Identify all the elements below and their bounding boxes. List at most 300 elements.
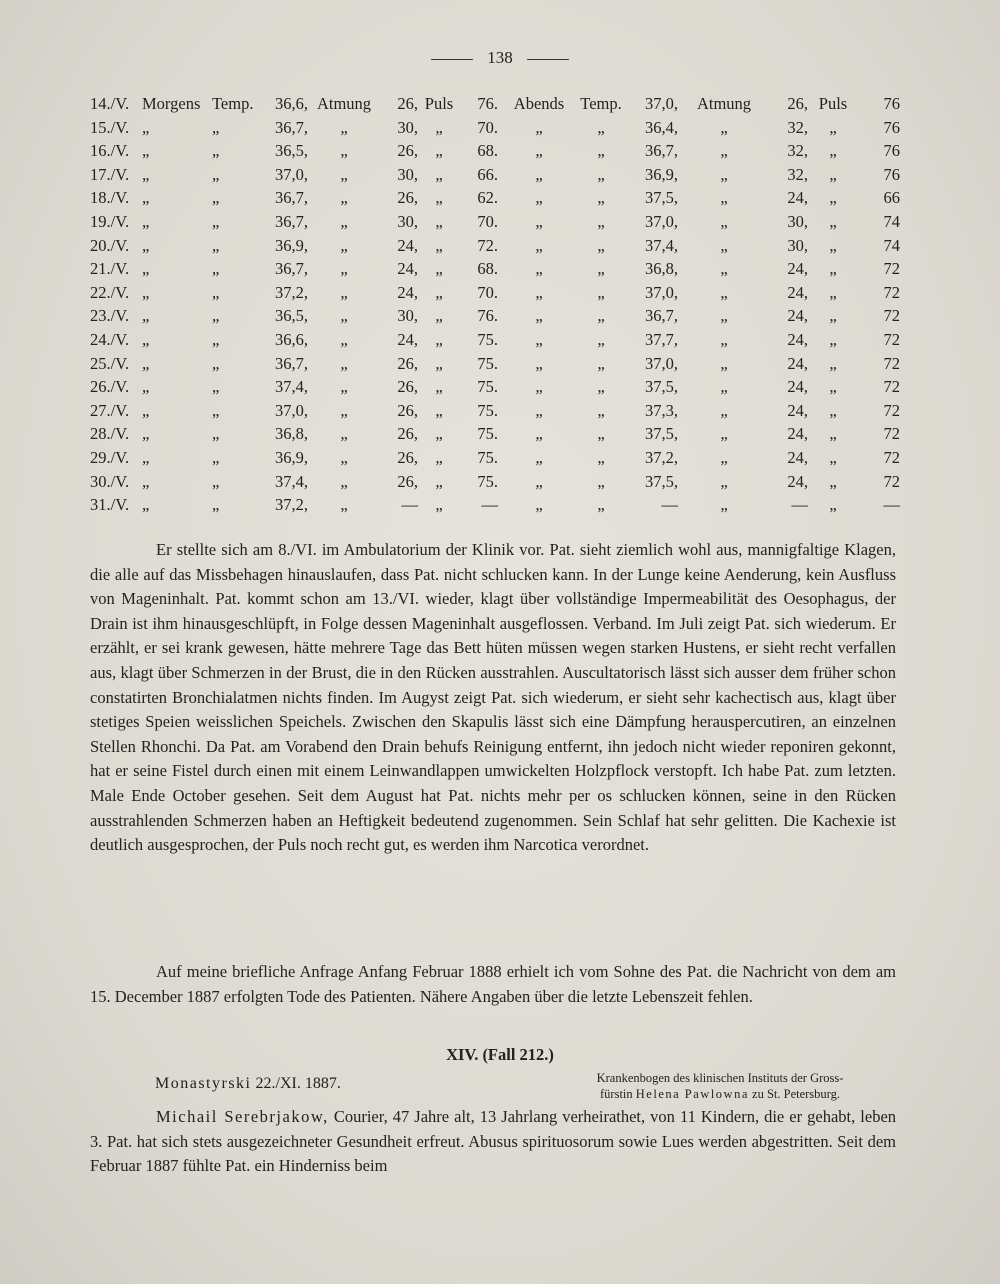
cell-et: 36,7, xyxy=(645,306,678,326)
cell-date: 27./V. xyxy=(90,400,130,420)
cell-date: 24./V. xyxy=(90,329,130,349)
cell-ma: 24, xyxy=(397,329,418,349)
cell-ep: 72 xyxy=(883,282,900,302)
cell-et: 36,7, xyxy=(645,141,678,161)
cell-ea: 24, xyxy=(787,424,808,444)
cell-date: 20./V. xyxy=(90,235,130,255)
cell-c5: „ xyxy=(535,447,543,467)
cell-c8: „ xyxy=(829,141,837,161)
cell-c6: „ xyxy=(597,495,605,515)
cell-et: 37,5, xyxy=(645,471,678,491)
cell-ma: 30, xyxy=(397,117,418,137)
cell-ep: 76 xyxy=(883,141,900,161)
cell-c2: „ xyxy=(212,188,220,208)
cell-c4: „ xyxy=(435,400,443,420)
temperature-table-body xyxy=(90,92,900,517)
cell-c5: „ xyxy=(535,188,543,208)
source-line-1: Krankenbogen des klinischen Instituts der Gross- xyxy=(596,1071,844,1085)
cell-c4: „ xyxy=(435,447,443,467)
cell-c6: Temp. xyxy=(580,94,622,113)
cell-c7: „ xyxy=(720,235,728,255)
cell-c6: „ xyxy=(597,447,605,467)
cell-ea: 32, xyxy=(787,117,808,137)
cell-date: 17./V. xyxy=(90,164,130,184)
cell-c3: „ xyxy=(340,400,348,420)
cell-ma: 30, xyxy=(397,211,418,231)
cell-mt: 36,9, xyxy=(275,235,308,255)
cell-c3: „ xyxy=(340,164,348,184)
cell-c1: „ xyxy=(142,188,150,208)
cell-c4: „ xyxy=(435,495,443,515)
cell-c4: „ xyxy=(435,117,443,137)
cell-c5: „ xyxy=(535,353,543,373)
table-row xyxy=(90,163,900,187)
cell-ep: 76 xyxy=(883,164,900,184)
cell-c6: „ xyxy=(597,282,605,302)
cell-ep: 72 xyxy=(883,259,900,279)
cell-c4: „ xyxy=(435,211,443,231)
cell-c3: „ xyxy=(340,471,348,491)
cell-ma: 24, xyxy=(397,259,418,279)
cell-date: 31./V. xyxy=(90,495,130,515)
cell-c3: „ xyxy=(340,188,348,208)
cell-c3: „ xyxy=(340,447,348,467)
cell-et: 36,4, xyxy=(645,117,678,137)
cell-c3: „ xyxy=(340,424,348,444)
table-row xyxy=(90,139,900,163)
cell-c5: Abends xyxy=(513,94,565,113)
cell-c6: „ xyxy=(597,259,605,279)
cell-c7: „ xyxy=(720,164,728,184)
cell-c1: „ xyxy=(142,329,150,349)
cell-ea: — xyxy=(791,495,808,515)
cell-mt: 36,7, xyxy=(275,117,308,137)
cell-c3: „ xyxy=(340,306,348,326)
cell-c6: „ xyxy=(597,235,605,255)
cell-et: 37,0, xyxy=(645,211,678,231)
cell-et: 36,9, xyxy=(645,164,678,184)
cell-mp: — xyxy=(481,495,498,515)
cell-c3: „ xyxy=(340,211,348,231)
table-row xyxy=(90,422,900,446)
cell-mt: 36,5, xyxy=(275,141,308,161)
cell-date: 14./V. xyxy=(90,94,130,113)
cell-c5: „ xyxy=(535,471,543,491)
cell-mp: 75. xyxy=(477,400,498,420)
cell-ea: 30, xyxy=(787,235,808,255)
paragraph-case-history xyxy=(90,1105,896,1179)
cell-ep: 72 xyxy=(883,306,900,326)
cell-date: 29./V. xyxy=(90,447,130,467)
cell-mt: 36,9, xyxy=(275,447,308,467)
cell-c6: „ xyxy=(597,306,605,326)
cell-et: 37,3, xyxy=(645,400,678,420)
cell-mp: 76. xyxy=(477,94,498,113)
header-rule-right xyxy=(527,59,569,60)
table-row xyxy=(90,92,900,116)
cell-c6: „ xyxy=(597,377,605,397)
cell-c4: „ xyxy=(435,259,443,279)
cell-c2: „ xyxy=(212,400,220,420)
cell-mp: 70. xyxy=(477,282,498,302)
cell-ea: 24, xyxy=(787,377,808,397)
cell-mt: 36,7, xyxy=(275,353,308,373)
cell-date: 30./V. xyxy=(90,471,130,491)
cell-c4: „ xyxy=(435,282,443,302)
cell-c7: „ xyxy=(720,329,728,349)
cell-c2: „ xyxy=(212,353,220,373)
cell-ma: — xyxy=(401,495,418,515)
cell-c3: „ xyxy=(340,259,348,279)
cell-c7: „ xyxy=(720,117,728,137)
cell-c4: „ xyxy=(435,141,443,161)
cell-c3: „ xyxy=(340,282,348,302)
cell-c5: „ xyxy=(535,235,543,255)
cell-c5: „ xyxy=(535,400,543,420)
paragraph-followup: Er stellte sich am 8./VI. im Ambulatorium der Klinik vor. Pat. sieht ziemlich wohl aus, mannigfaltige Klagen, die alle auf das Missbehagen hinauslaufen, dass Pat. nicht schlucken kann. In der Lunge keine Aenderung, kein Ausfluss von Mageninhalt. Pat. kommt schon am 13./VI. wieder, klagt über vollständige Impermeabilität des Oesophagus, der Drain ist ihm hinausgeschlüpft, in Folge dessen Mageninhalt ausgeflossen. Verband. Im Juli zeigt Pat. sich wiederum. Er erzählt, er sei krank gewesen, hätte mehrere Tage das Bett hüten müssen wegen starken Hustens, er sieht recht verfallen aus, klagt über Schmerzen in der Brust, die in den Rücken ausstrahlen. Auscultatorisch lässt sich ausser dem früher schon constatirten Bronchialatmen nichts finden. Im Augyst zeigt Pat. sich wiederum, er sieht sehr kachectisch aus, klagt über stetiges Speien weisslichen Speichels. Zwischen den Skapulis lässt sich eine Dämpfung herauspercutiren, an einzelnen Stellen Rhonchi. Da Pat. am Vorabend den Drain behufs Reinigung entfernt, ihn jedoch nicht wieder reponiren gekonnt, hat er seine Fistel durch einen mit einem Leinwandlappen umwickelten Holzpflock verstopft. Ich habe Pat. zum letzten. Male Ende October gesehen. Seit dem August hat Pat. nichts mehr per os schlucken können, seine in den Rücken ausstrahlenden Schmerzen haben an Heftigkeit bedeutend zugenommen. Sein Schlaf hat sehr gelitten. Die Kachexie ist deutlich ausgesprochen, der Puls noch recht gut, es werden ihm Narcotica verordnet. xyxy=(90,540,896,855)
cell-mt: 36,6, xyxy=(275,94,308,113)
case-attribution xyxy=(155,1075,341,1093)
cell-mt: 36,7, xyxy=(275,211,308,231)
cell-c8: „ xyxy=(829,117,837,137)
patient-name: Michail Serebrjakow, xyxy=(156,1107,329,1126)
cell-ep: 72 xyxy=(883,329,900,349)
cell-c5: „ xyxy=(535,424,543,444)
cell-mp: 68. xyxy=(477,259,498,279)
table-row xyxy=(90,352,900,376)
cell-c1: „ xyxy=(142,211,150,231)
cell-ea: 30, xyxy=(787,211,808,231)
table-row xyxy=(90,257,900,281)
cell-c5: „ xyxy=(535,377,543,397)
cell-c5: „ xyxy=(535,282,543,302)
cell-c7: Atmung xyxy=(696,94,752,113)
cell-date: 21./V. xyxy=(90,259,130,279)
table-row xyxy=(90,470,900,494)
cell-c1: „ xyxy=(142,164,150,184)
cell-c1: „ xyxy=(142,353,150,373)
cell-c8: „ xyxy=(829,164,837,184)
table-row xyxy=(90,328,900,352)
cell-ea: 24, xyxy=(787,353,808,373)
cell-mt: 36,6, xyxy=(275,329,308,349)
cell-c4: „ xyxy=(435,424,443,444)
table-row xyxy=(90,281,900,305)
cell-date: 18./V. xyxy=(90,188,130,208)
cell-c8: „ xyxy=(829,306,837,326)
cell-mp: 75. xyxy=(477,353,498,373)
cell-c4: „ xyxy=(435,329,443,349)
cell-ma: 26, xyxy=(397,141,418,161)
cell-c6: „ xyxy=(597,353,605,373)
cell-mt: 37,4, xyxy=(275,471,308,491)
cell-c8: „ xyxy=(829,424,837,444)
cell-c2: „ xyxy=(212,329,220,349)
cell-c8: „ xyxy=(829,377,837,397)
cell-c5: „ xyxy=(535,164,543,184)
cell-mp: 75. xyxy=(477,471,498,491)
cell-c8: „ xyxy=(829,235,837,255)
cell-mp: 75. xyxy=(477,329,498,349)
cell-date: 16./V. xyxy=(90,141,130,161)
cell-c8: „ xyxy=(829,259,837,279)
page-number xyxy=(0,48,1000,68)
cell-c4: „ xyxy=(435,377,443,397)
cell-c1: „ xyxy=(142,377,150,397)
cell-c1: „ xyxy=(142,424,150,444)
cell-et: 37,7, xyxy=(645,329,678,349)
cell-c5: „ xyxy=(535,306,543,326)
table-row xyxy=(90,304,900,328)
cell-c3: Atmung xyxy=(316,94,372,113)
table-row xyxy=(90,493,900,517)
page-number-text: 138 xyxy=(487,48,513,67)
cell-c3: „ xyxy=(340,235,348,255)
cell-c3: „ xyxy=(340,495,348,515)
cell-c8: „ xyxy=(829,188,837,208)
cell-c6: „ xyxy=(597,141,605,161)
cell-c8: „ xyxy=(829,400,837,420)
cell-c4: „ xyxy=(435,188,443,208)
cell-c6: „ xyxy=(597,164,605,184)
section-heading: XIV. (Fall 212.) xyxy=(446,1045,554,1064)
cell-c1: „ xyxy=(142,447,150,467)
cell-et: 37,0, xyxy=(645,282,678,302)
cell-mt: 37,4, xyxy=(275,377,308,397)
cell-ea: 24, xyxy=(787,447,808,467)
table-row xyxy=(90,375,900,399)
cell-c7: „ xyxy=(720,141,728,161)
source-line-2: fürstin Helena Pawlowna zu St. Petersburg. xyxy=(600,1087,840,1101)
cell-c5: „ xyxy=(535,141,543,161)
cell-c5: „ xyxy=(535,329,543,349)
cell-c4: „ xyxy=(435,306,443,326)
cell-ep: — xyxy=(883,495,900,515)
cell-mp: 75. xyxy=(477,377,498,397)
cell-date: 26./V. xyxy=(90,377,130,397)
table-row xyxy=(90,186,900,210)
cell-et: 37,0, xyxy=(645,353,678,373)
table-row xyxy=(90,116,900,140)
cell-c2: „ xyxy=(212,447,220,467)
cell-date: 23./V. xyxy=(90,306,130,326)
cell-c2: „ xyxy=(212,141,220,161)
header-rule-left xyxy=(431,59,473,60)
cell-et: 36,8, xyxy=(645,259,678,279)
cell-ma: 26, xyxy=(397,188,418,208)
cell-ea: 24, xyxy=(787,306,808,326)
cell-ep: 76 xyxy=(883,117,900,137)
cell-mp: 72. xyxy=(477,235,498,255)
cell-c6: „ xyxy=(597,211,605,231)
cell-mt: 36,7, xyxy=(275,188,308,208)
cell-et: 37,2, xyxy=(645,447,678,467)
cell-c1: „ xyxy=(142,141,150,161)
cell-c8: „ xyxy=(829,282,837,302)
cell-c1: „ xyxy=(142,235,150,255)
table-row xyxy=(90,210,900,234)
cell-mp: 75. xyxy=(477,447,498,467)
cell-mp: 70. xyxy=(477,211,498,231)
cell-c4: „ xyxy=(435,235,443,255)
cell-c2: „ xyxy=(212,235,220,255)
cell-c8: „ xyxy=(829,211,837,231)
cell-c2: „ xyxy=(212,424,220,444)
cell-ma: 30, xyxy=(397,164,418,184)
table-row xyxy=(90,234,900,258)
cell-mp: 75. xyxy=(477,424,498,444)
temperature-table xyxy=(90,92,900,517)
cell-mp: 66. xyxy=(477,164,498,184)
cell-date: 22./V. xyxy=(90,282,130,302)
cell-ma: 26, xyxy=(397,353,418,373)
case-author: Monastyrski xyxy=(155,1075,252,1092)
cell-c7: „ xyxy=(720,447,728,467)
cell-c8: „ xyxy=(829,353,837,373)
cell-c7: „ xyxy=(720,377,728,397)
cell-ea: 24, xyxy=(787,329,808,349)
cell-mt: 37,2, xyxy=(275,495,308,515)
cell-mt: 37,0, xyxy=(275,400,308,420)
cell-ea: 24, xyxy=(787,282,808,302)
cell-c2: „ xyxy=(212,495,220,515)
cell-c4: „ xyxy=(435,353,443,373)
cell-c2: „ xyxy=(212,471,220,491)
cell-ma: 26, xyxy=(397,471,418,491)
cell-mp: 76. xyxy=(477,306,498,326)
cell-ea: 32, xyxy=(787,141,808,161)
cell-c8: „ xyxy=(829,495,837,515)
cell-ea: 26, xyxy=(787,94,808,113)
cell-c1: „ xyxy=(142,282,150,302)
case-date: 22./XI. 1887. xyxy=(255,1075,341,1092)
cell-mt: 36,5, xyxy=(275,306,308,326)
cell-c1: Morgens xyxy=(142,94,201,113)
cell-c2: „ xyxy=(212,282,220,302)
cell-c5: „ xyxy=(535,495,543,515)
cell-c2: „ xyxy=(212,164,220,184)
paragraph-death-notice: Auf meine briefliche Anfrage Anfang Februar 1888 erhielt ich vom Sohne des Pat. die Nachricht von dem am 15. December 1887 erfolgten Tode des Patienten. Nähere Angaben über die letzte Lebenszeit fehlen. xyxy=(90,962,896,1006)
cell-et: 37,4, xyxy=(645,235,678,255)
cell-ep: 72 xyxy=(883,353,900,373)
cell-c7: „ xyxy=(720,282,728,302)
cell-c7: „ xyxy=(720,471,728,491)
cell-et: — xyxy=(661,495,678,515)
cell-c7: „ xyxy=(720,306,728,326)
cell-date: 25./V. xyxy=(90,353,130,373)
cell-c7: „ xyxy=(720,424,728,444)
cell-ep: 72 xyxy=(883,377,900,397)
cell-c6: „ xyxy=(597,400,605,420)
cell-c5: „ xyxy=(535,211,543,231)
cell-ma: 26, xyxy=(397,447,418,467)
cell-date: 19./V. xyxy=(90,211,130,231)
cell-mp: 70. xyxy=(477,117,498,137)
cell-c8: „ xyxy=(829,329,837,349)
cell-c1: „ xyxy=(142,495,150,515)
cell-et: 37,5, xyxy=(645,188,678,208)
cell-c5: „ xyxy=(535,259,543,279)
cell-c1: „ xyxy=(142,400,150,420)
cell-c2: „ xyxy=(212,117,220,137)
cell-c8: „ xyxy=(829,447,837,467)
cell-et: 37,0, xyxy=(645,94,678,113)
cell-ma: 24, xyxy=(397,235,418,255)
cell-c8: „ xyxy=(829,471,837,491)
cell-ma: 30, xyxy=(397,306,418,326)
cell-c7: „ xyxy=(720,188,728,208)
cell-c8: Puls xyxy=(818,94,848,113)
cell-c7: „ xyxy=(720,353,728,373)
cell-c3: „ xyxy=(340,117,348,137)
cell-c6: „ xyxy=(597,424,605,444)
table-row xyxy=(90,399,900,423)
cell-c2: „ xyxy=(212,211,220,231)
cell-date: 28./V. xyxy=(90,424,130,444)
cell-ma: 26, xyxy=(397,400,418,420)
cell-mt: 37,2, xyxy=(275,282,308,302)
cell-c2: „ xyxy=(212,259,220,279)
cell-ea: 24, xyxy=(787,400,808,420)
cell-c2: „ xyxy=(212,306,220,326)
cell-c4: „ xyxy=(435,164,443,184)
cell-ep: 72 xyxy=(883,471,900,491)
cell-c6: „ xyxy=(597,117,605,137)
cell-ep: 74 xyxy=(883,235,900,255)
cell-c7: „ xyxy=(720,495,728,515)
cell-c7: „ xyxy=(720,400,728,420)
cell-c6: „ xyxy=(597,471,605,491)
cell-c6: „ xyxy=(597,329,605,349)
cell-c2: „ xyxy=(212,377,220,397)
cell-mp: 62. xyxy=(477,188,498,208)
cell-c6: „ xyxy=(597,188,605,208)
cell-c4: Puls xyxy=(424,94,454,113)
cell-ea: 32, xyxy=(787,164,808,184)
cell-ma: 26, xyxy=(397,94,418,113)
cell-ea: 24, xyxy=(787,471,808,491)
cell-c5: „ xyxy=(535,117,543,137)
cell-ea: 24, xyxy=(787,259,808,279)
cell-ma: 26, xyxy=(397,424,418,444)
cell-c7: „ xyxy=(720,259,728,279)
cell-ep: 74 xyxy=(883,211,900,231)
cell-c4: „ xyxy=(435,471,443,491)
cell-c3: „ xyxy=(340,353,348,373)
cell-c1: „ xyxy=(142,259,150,279)
case-source xyxy=(540,1070,900,1102)
cell-ep: 76 xyxy=(883,94,900,113)
cell-et: 37,5, xyxy=(645,424,678,444)
cell-mt: 36,7, xyxy=(275,259,308,279)
cell-date: 15./V. xyxy=(90,117,130,137)
cell-c1: „ xyxy=(142,471,150,491)
cell-mt: 36,8, xyxy=(275,424,308,444)
cell-ea: 24, xyxy=(787,188,808,208)
cell-c3: „ xyxy=(340,377,348,397)
cell-et: 37,5, xyxy=(645,377,678,397)
table-row xyxy=(90,446,900,470)
cell-c3: „ xyxy=(340,329,348,349)
cell-mt: 37,0, xyxy=(275,164,308,184)
case-history-text: Courier, 47 Jahre alt, 13 Jahrlang verheirathet, von 11 Kindern, die er gehabt, leben 3. Pat. hat sich stets ausgezeichneter Gesundheit erfreut. Abusus spirituosorum sowie Lues werden abgestritten. Seit dem Februar 1887 fühlte Pat. ein Hinderniss beim xyxy=(90,1107,897,1176)
cell-ma: 24, xyxy=(397,282,418,302)
cell-c1: „ xyxy=(142,306,150,326)
cell-c3: „ xyxy=(340,141,348,161)
cell-c1: „ xyxy=(142,117,150,137)
cell-c2: Temp. xyxy=(212,94,254,113)
cell-ep: 72 xyxy=(883,424,900,444)
